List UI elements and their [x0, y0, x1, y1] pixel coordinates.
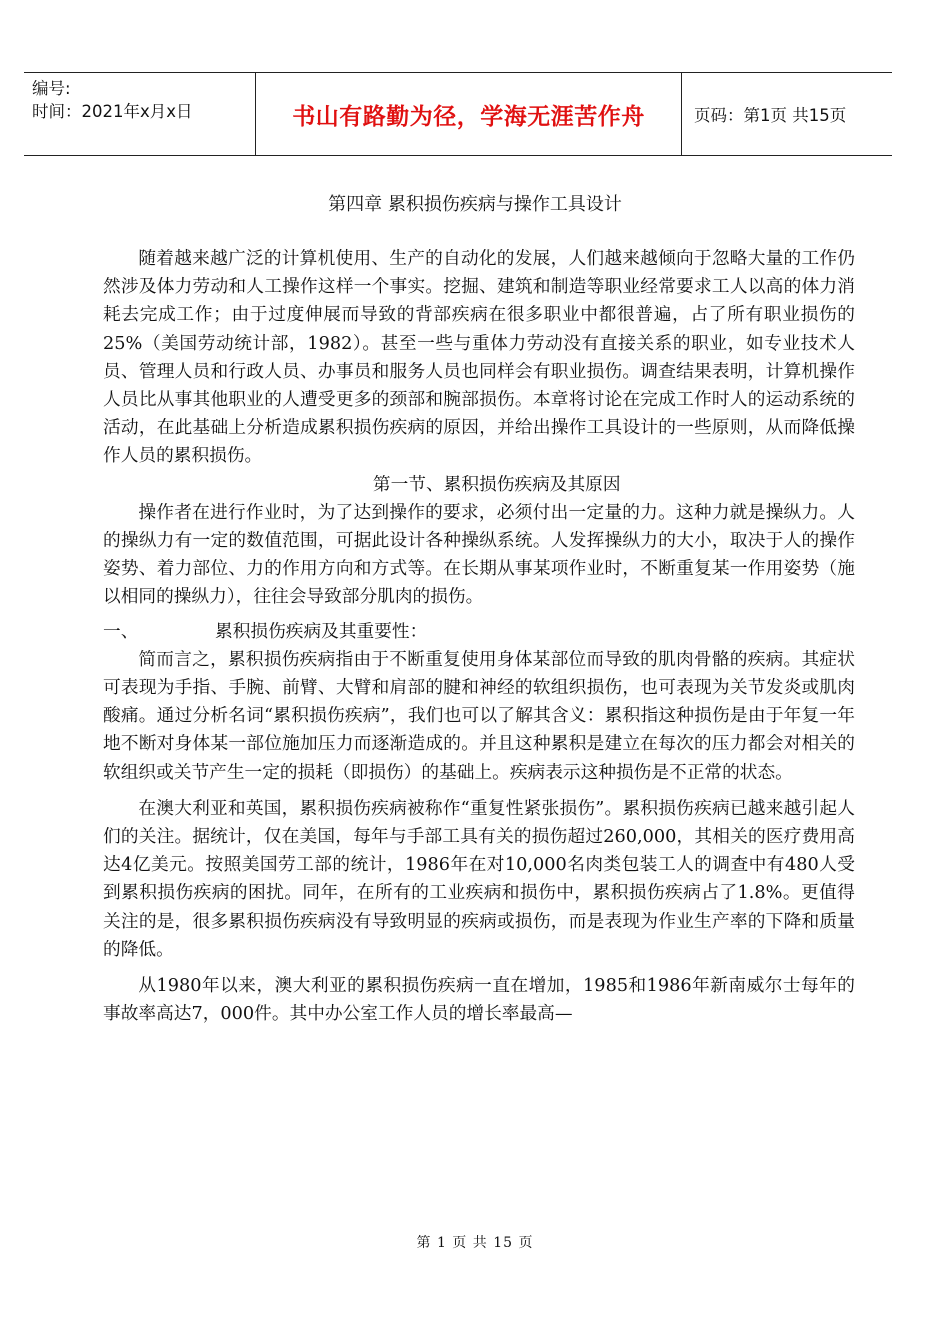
chapter-title: 第四章 累积损伤疾病与操作工具设计: [328, 194, 622, 215]
sub-heading: [103, 618, 855, 646]
paragraph-australia-uk: 在澳大利亚和英国，累积损伤疾病被称作“重复性紧张损伤”。累积损伤疾病已越来越引起人们的关注。据统计，仅在美国，每年与手部工具有关的损伤超过260,000，其相关的医疗费用高达4亿美元。按照美国劳工部的统计，1986年在对10,000名肉类包装工人的调查中有480人受到累积损伤疾病的困扰。同年，在所有的工业疾病和损伤中，累积损伤疾病占了1.8%。更值得关注的是，很多累积损伤疾病没有导致明显的疾病或损伤，而是表现为作业生产率的下降和质量的降低。: [103, 798, 855, 960]
sub-heading-number: 一、: [103, 621, 139, 642]
paragraph-definition: 简而言之，累积损伤疾病指由于不断重复使用身体某部位而导致的肌肉骨骼的疾病。其症状可表现为手指、手腕、前臂、大臂和肩部的腱和神经的软组织损伤，也可表现为关节发炎或肌肉酸痛。通过分析名词“累积损伤疾病”，我们也可以了解其含义：累积指这种损伤是由于年复一年地不断对身体某一部位施加压力而逐渐造成的。并且这种累积是建立在每次的压力都会对相关的软组织或关节产生一定的损耗（即损伤）的基础上。疾病表示这种损伤是不正常的状态。: [103, 649, 855, 783]
paragraph-operating-force: 操作者在进行作业时，为了达到操作的要求，必须付出一定量的力。这种力就是操纵力。人的操纵力有一定的数值范围，可据此设计各种操纵系统。人发挥操纵力的大小，取决于人的操作姿势、着力部位、力的作用方向和方式等。在长期从事某项作业时，不断重复某一作用姿势（施以相同的操纵力），往往会导致部分肌肉的损伤。: [103, 502, 855, 608]
section-title: 第一节、累积损伤疾病及其原因: [372, 474, 621, 495]
paragraph-since-1980: 从1980年以来，澳大利亚的累积损伤疾病一直在增加，1985和1986年新南威尔士每年的事故率高达7，000件。其中办公室工作人员的增长率最高—: [103, 976, 855, 1025]
document-header: [24, 72, 892, 156]
page-info: 页码：第1页 共15页: [694, 106, 847, 125]
header-motto-cell: [255, 73, 682, 155]
number-label: 编号:: [32, 79, 71, 98]
paragraph-intro: 随着越来越广泛的计算机使用、生产的自动化的发展，人们越来越倾向于忽略大量的工作仍然涉及体力劳动和人工操作这样一个事实。挖掘、建筑和制造等职业经常要求工人以高的体力消耗去完成工作；由于过度伸展而导致的背部疾病在很多职业中都很普遍，占了所有职业损伤的25%（美国劳动统计部，1982）。甚至一些与重体力劳动没有直接关系的职业，如专业技术人员、管理人员和行政人员、办事员和服务人员也同样会有职业损伤。调查结果表明，计算机操作人员比从事其他职业的人遭受更多的颈部和腕部损伤。本章将讨论在完成工作时人的运动系统的活动，在此基础上分析造成累积损伤疾病的原因，并给出操作工具设计的一些原则，从而降低操作人员的累积损伤。: [103, 249, 855, 467]
header-page-cell: [682, 73, 892, 155]
sub-heading-text: 累积损伤疾病及其重要性：: [215, 621, 428, 642]
header-meta: [24, 73, 255, 155]
motto-text: 书山有路勤为径，学海无涯苦作舟: [292, 103, 645, 130]
page-footer: 第 1 页 共 15 页: [416, 1235, 534, 1251]
document-body: [103, 245, 855, 1028]
time-label: 时间：2021年x月x日: [32, 102, 193, 121]
